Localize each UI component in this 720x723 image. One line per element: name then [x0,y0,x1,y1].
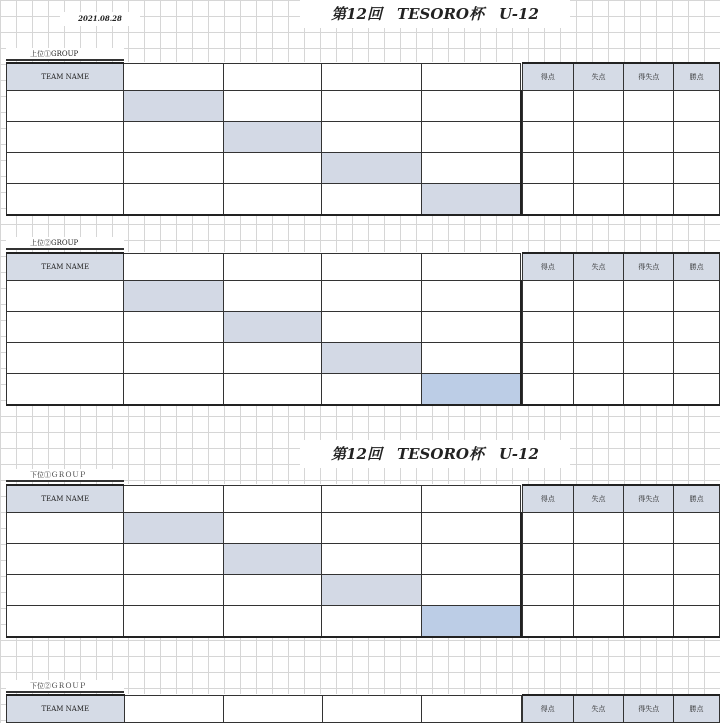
stat-cell[interactable] [573,184,624,216]
stat-cell[interactable] [624,153,674,184]
match-cell[interactable] [124,544,223,575]
stat-cell[interactable] [674,513,720,544]
table-row [7,513,720,544]
stat-cell[interactable] [624,281,674,312]
team-name-header: TEAM NAME [7,63,124,91]
match-cell [322,253,421,281]
match-cell [322,63,421,91]
diagonal-cell [223,312,321,343]
match-cell [421,253,520,281]
match-cell[interactable] [322,606,421,638]
team-name-cell[interactable] [7,343,124,374]
group-table-4 [6,694,720,723]
match-cell[interactable] [421,343,520,374]
stat-cell[interactable] [624,184,674,216]
match-cell[interactable] [322,312,421,343]
stat-cell[interactable] [573,374,624,406]
stat-cell[interactable] [624,343,674,374]
team-name-cell[interactable] [7,281,124,312]
match-cell[interactable] [322,544,421,575]
diagonal-cell [124,513,223,544]
stat-cell[interactable] [624,312,674,343]
stat-cell[interactable] [573,91,624,122]
match-cell[interactable] [421,281,520,312]
match-cell[interactable] [223,281,321,312]
team-name-cell[interactable] [7,606,124,638]
stat-cell[interactable] [674,312,720,343]
match-cell[interactable] [322,281,421,312]
stat-cell[interactable] [522,312,573,343]
diagonal-cell [322,343,421,374]
match-cell [224,695,323,723]
stat-cell[interactable] [573,312,624,343]
group-table-2 [6,252,720,406]
match-cell[interactable] [322,91,421,122]
stat-cell[interactable] [522,343,573,374]
points-header: 勝点 [674,695,720,723]
goal-diff-header: 得失点 [624,485,674,513]
team-name-cell[interactable] [7,544,124,575]
table-row [7,184,720,216]
match-cell[interactable] [421,122,520,153]
page-title: 第12回 TESORO杯 U-12 [300,0,570,28]
match-cell[interactable] [421,513,520,544]
stat-cell[interactable] [674,343,720,374]
match-cell[interactable] [124,153,223,184]
match-cell[interactable] [322,184,421,216]
team-name-cell[interactable] [7,312,124,343]
diagonal-cell [421,374,520,406]
goals-for-header: 得点 [522,253,573,281]
group-label-4: 下位②ＧＲＯＵＰ [6,680,124,693]
stat-cell[interactable] [573,153,624,184]
table-header-row [7,253,720,281]
stat-cell[interactable] [573,122,624,153]
group-table-1 [6,62,720,216]
match-cell [223,253,321,281]
stat-cell[interactable] [573,575,624,606]
diagonal-cell [322,153,421,184]
table-row [7,575,720,606]
stat-cell[interactable] [522,606,573,638]
points-header: 勝点 [674,63,720,91]
goal-diff-header: 得失点 [624,695,674,723]
stat-cell[interactable] [624,606,674,638]
match-cell[interactable] [124,184,223,216]
match-cell [223,485,321,513]
match-cell[interactable] [322,374,421,406]
table-row [7,281,720,312]
stat-cell[interactable] [624,513,674,544]
stat-cell[interactable] [674,544,720,575]
group-table-3 [6,484,720,638]
table-header-row [7,63,720,91]
match-cell[interactable] [124,343,223,374]
match-cell[interactable] [124,374,223,406]
stat-cell[interactable] [522,374,573,406]
match-cell[interactable] [223,343,321,374]
diagonal-cell [124,91,223,122]
match-cell[interactable] [421,544,520,575]
stat-cell[interactable] [674,153,720,184]
team-name-cell[interactable] [7,374,124,406]
stat-cell[interactable] [624,374,674,406]
match-cell [421,485,520,513]
stat-cell[interactable] [573,281,624,312]
stat-cell[interactable] [674,91,720,122]
table-row [7,544,720,575]
goals-against-header: 失点 [573,695,624,723]
table-row [7,374,720,406]
stat-cell[interactable] [573,513,624,544]
goals-for-header: 得点 [522,485,573,513]
team-name-cell[interactable] [7,91,124,122]
match-cell[interactable] [124,606,223,638]
match-cell[interactable] [223,606,321,638]
diagonal-cell [223,544,321,575]
goals-against-header: 失点 [573,485,624,513]
stat-cell[interactable] [573,544,624,575]
stat-cell[interactable] [674,184,720,216]
team-name-cell[interactable] [7,122,124,153]
team-name-header: TEAM NAME [7,253,124,281]
goal-diff-header: 得失点 [624,63,674,91]
match-cell[interactable] [421,575,520,606]
stat-cell[interactable] [674,374,720,406]
match-cell[interactable] [322,122,421,153]
match-cell[interactable] [124,575,223,606]
goal-diff-header: 得失点 [624,253,674,281]
table-row [7,122,720,153]
match-cell[interactable] [421,91,520,122]
table-row [7,606,720,638]
stat-cell[interactable] [522,184,573,216]
stat-cell[interactable] [674,575,720,606]
stat-cell[interactable] [624,544,674,575]
match-cell [124,253,223,281]
stat-cell[interactable] [624,122,674,153]
table-row [7,312,720,343]
match-cell [124,63,223,91]
stat-cell[interactable] [522,91,573,122]
goals-for-header: 得点 [522,63,573,91]
match-cell[interactable] [223,184,321,216]
stat-cell[interactable] [522,281,573,312]
match-cell[interactable] [421,153,520,184]
match-cell[interactable] [223,575,321,606]
team-name-cell[interactable] [7,153,124,184]
match-cell[interactable] [124,122,223,153]
date-label: 2021.08.28 [60,12,140,26]
match-cell [322,485,421,513]
table-row [7,91,720,122]
stat-cell[interactable] [522,122,573,153]
match-cell[interactable] [223,153,321,184]
team-name-header: TEAM NAME [7,485,124,513]
match-cell [421,63,520,91]
team-name-cell[interactable] [7,513,124,544]
group-label-1: 上位①GROUP [6,48,124,61]
stat-cell[interactable] [624,575,674,606]
goals-against-header: 失点 [573,63,624,91]
team-name-cell[interactable] [7,184,124,216]
stat-cell[interactable] [674,606,720,638]
match-cell[interactable] [223,513,321,544]
match-cell [322,695,422,723]
table-row [7,153,720,184]
stat-cell[interactable] [522,575,573,606]
diagonal-cell [223,122,321,153]
team-name-header: TEAM NAME [7,695,125,723]
diagonal-cell [421,184,520,216]
team-name-cell[interactable] [7,575,124,606]
table-header-row [7,485,720,513]
points-header: 勝点 [674,253,720,281]
stat-cell[interactable] [674,281,720,312]
stat-cell[interactable] [522,153,573,184]
match-cell [422,695,522,723]
match-cell[interactable] [223,91,321,122]
match-cell [124,695,224,723]
match-cell[interactable] [223,374,321,406]
group-label-2: 上位②GROUP [6,237,124,250]
page-title-2: 第12回 TESORO杯 U-12 [300,440,570,468]
stat-cell[interactable] [674,122,720,153]
match-cell[interactable] [322,513,421,544]
goals-for-header: 得点 [522,695,573,723]
group-label-3: 下位①ＧＲＯＵＰ [6,469,124,482]
table-header-row [7,695,720,723]
stat-cell[interactable] [522,544,573,575]
diagonal-cell [322,575,421,606]
match-cell [223,63,321,91]
match-cell [124,485,223,513]
table-row [7,343,720,374]
goals-against-header: 失点 [573,253,624,281]
stat-cell[interactable] [573,343,624,374]
points-header: 勝点 [674,485,720,513]
diagonal-cell [124,281,223,312]
stat-cell[interactable] [573,606,624,638]
diagonal-cell [421,606,520,638]
stat-cell[interactable] [624,91,674,122]
stat-cell[interactable] [522,513,573,544]
match-cell[interactable] [421,312,520,343]
match-cell[interactable] [124,312,223,343]
